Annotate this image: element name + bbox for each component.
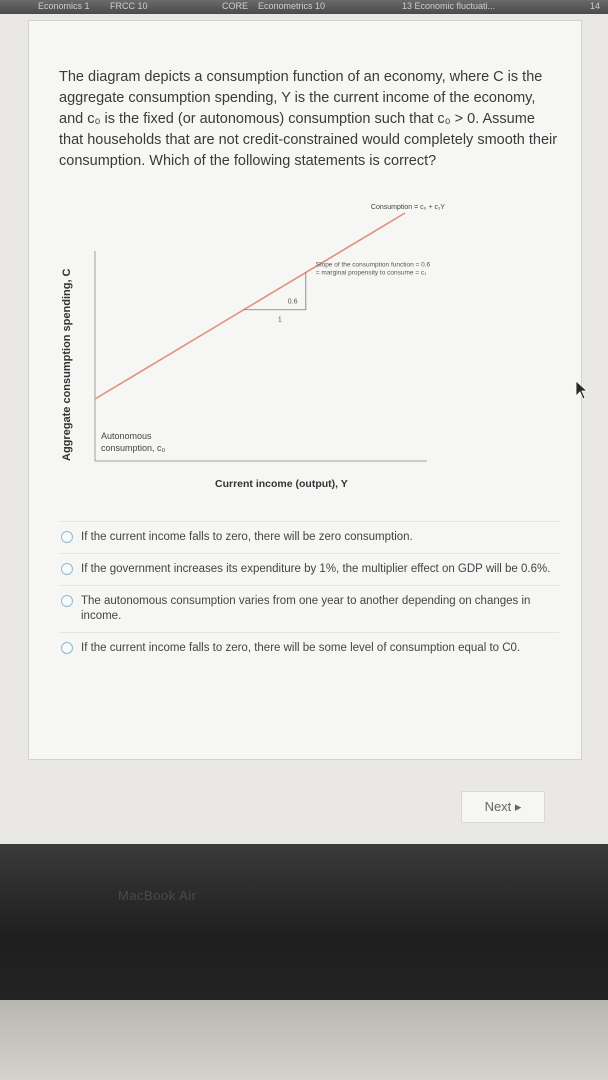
answer-option[interactable]	[59, 632, 559, 664]
answer-option[interactable]	[59, 521, 559, 553]
laptop-base	[0, 1000, 608, 1080]
browser-tab[interactable]: FRCC 10	[110, 1, 148, 11]
slope-rise-label: 0.6	[287, 298, 298, 306]
radio-button[interactable]	[61, 563, 73, 575]
consumption-line-label: Consumption = c₀ + c₁Y	[370, 204, 446, 211]
intercept-label-line-2: consumption, c₀	[101, 443, 166, 453]
radio-button[interactable]	[61, 642, 73, 654]
answer-option-text: If the current income falls to zero, there will be zero consumption.	[81, 531, 413, 543]
consumption-line	[95, 213, 405, 399]
answer-options	[59, 521, 559, 664]
next-button[interactable]: Next ▸	[461, 791, 545, 823]
browser-tab[interactable]: Economics 1	[38, 1, 90, 11]
slope-run-label: 1	[277, 316, 282, 324]
screen	[0, 14, 608, 844]
radio-button[interactable]	[61, 595, 73, 607]
browser-tab[interactable]: Econometrics 10	[258, 1, 326, 11]
browser-tab[interactable]: 14	[590, 1, 601, 11]
answer-option-text: If the government increases its expenditure by 1%, the multiplier effect on GDP will be 0.6%.	[81, 563, 551, 575]
intercept-label-line-1: Autonomous	[101, 431, 152, 441]
answer-option[interactable]	[59, 585, 559, 632]
question-text	[59, 67, 559, 172]
slope-note-line-1: Slope of the consumption function = 0.6	[315, 261, 431, 269]
question-card	[28, 20, 582, 814]
answer-option-text: If the current income falls to zero, there will be some level of consumption equal to C0.	[81, 642, 521, 654]
x-axis-label: Current income (output), Y	[215, 478, 348, 490]
consumption-chart	[55, 204, 455, 501]
browser-tab-strip	[0, 0, 608, 14]
laptop-brand-label: MacBook Air	[118, 888, 197, 903]
answer-option[interactable]	[59, 553, 559, 585]
y-axis-label-text: Aggregate consumption spending, C	[61, 268, 73, 461]
browser-tab[interactable]: 13 Economic fluctuati...	[402, 1, 496, 11]
mouse-pointer-icon	[575, 380, 589, 400]
question-body: The diagram depicts a consumption function of an economy, where C is the aggregate consumption spending, Y is the current income of the economy, and c₀ is the fixed (or autonomous) consumption such that c₀ > 0. Assume that households that are not credit-constrained would completely smooth their consumption. Which of the following statements is correct?	[59, 69, 558, 169]
slope-note-line-2: = marginal propensity to consume = c₁	[315, 269, 427, 277]
answer-option-text: The autonomous consumption varies from one year to another depending on changes in income.	[81, 595, 531, 622]
browser-tab[interactable]: CORE	[222, 1, 249, 11]
radio-button[interactable]	[61, 531, 73, 543]
